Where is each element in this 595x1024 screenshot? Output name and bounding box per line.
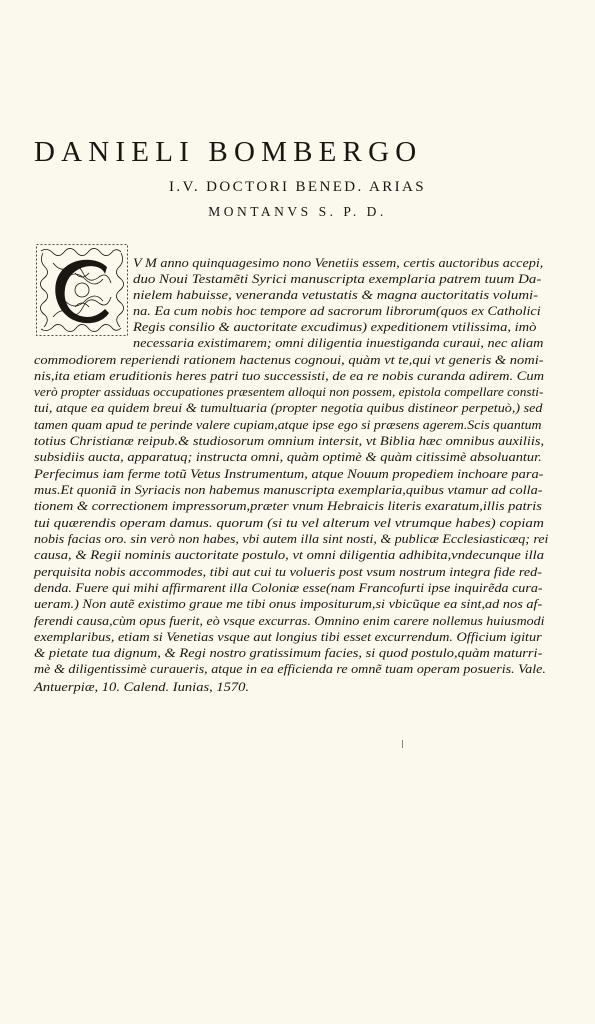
- letter-line: denda. Fuere qui mihi affirmarent illa Coloniæ esse(nam Francofurti ipse inquirẽda cura-: [34, 581, 543, 595]
- letter-line: totius Christianæ reipub.& studiosorum omnium intersit, vt Biblia hæc omnibus auxiliis,: [34, 434, 545, 448]
- letter-line: nielem habuisse, veneranda vetustatis & magna auctoritatis volumi-: [133, 288, 539, 302]
- letter-line: Antuerpiæ, 10. Calend. Iunias, 1570.: [34, 680, 250, 694]
- letter-line: commodiorem reperiendi rationem hactenus cognoui, quàm vt te,qui vt generis & nomi-: [34, 353, 544, 367]
- letter-line: mus.Et quoniã in Syriacis non habemus manuscripta exemplaria,quibus vtamur ad colla-: [34, 483, 543, 497]
- decorated-initial-c-icon: [35, 243, 129, 337]
- letter-line: duo Noui Testamẽti Syrici manuscripta exemplaria patrem tuum Da-: [133, 272, 542, 286]
- letter-line: exemplaribus, etiam si Venetias vsque aut longius tibi esset excurrendum. Officium igitur: [34, 630, 542, 644]
- letter-line: perquisita nobis accommodes, tibi aut cui tu volueris post vsum nostrum integra fide red-: [34, 565, 543, 579]
- dedication-heading: DANIELI BOMBERGO: [34, 136, 423, 168]
- dedication-salutation: MONTANVS S. P. D.: [208, 204, 387, 219]
- letter-line: verò propter assiduas occupationes præsentem alloqui non possem, epistola compellare consti-: [34, 385, 544, 399]
- letter-line: tui, atque ea quidem breui & tumultuaria (propter negotia quibus distineor perpetuò,) sed: [34, 401, 543, 415]
- letter-line: na. Ea cum nobis hoc tempore ad sacrorum librorum(quos ex Catholici: [133, 304, 541, 318]
- letter-line: tionem & correctionem impressorum,præter vnum Hebraicis literis exaratum,illis patris: [34, 499, 542, 513]
- letter-line: Perfecimus iam ferme totũ Vetus Instrumentum, atque Nouum propediem inchoare para-: [34, 467, 544, 481]
- letter-line: nis,ita etiam eruditionis heres patri tuo successisti, de ea re nobis curanda adirem. Cum: [34, 369, 545, 383]
- letter-line: tamen quam apud te perinde valere cupiam,atque ipse ego si præsens agerem.Scis quantum: [34, 418, 542, 432]
- letter-line: subsidiis aucta, apparatuq; instructa omni, quàm optimè & quàm citissimè absoluantur.: [34, 450, 542, 464]
- letter-line: ferendi causa,cùm opus fuerit, eò vsque excurras. Omnino enim carere nollemus huiusmodi: [34, 614, 545, 628]
- letter-line: tui quærendis operam damus. quorum (si tu vel alterum vel vtrumque habes) copiam: [34, 516, 544, 530]
- dedication-subheading: I.V. DOCTORI BENED. ARIAS: [169, 179, 426, 195]
- letter-line: necessaria existimarem; omni diligentia inuestiganda curaui, nec aliam: [133, 336, 544, 350]
- letter-line: mè & diligentissimè curaueris, atque in ea efficienda re omnẽ tuam operam posueris. Vale.: [34, 662, 546, 676]
- letter-line: Regis consilio & auctoritate excudimus) expeditionem vtilissima, imò: [133, 320, 537, 334]
- letter-line: causa, & Regii nominis auctoritate postulo, vt omni diligentia adhibita,vndecunque illa: [34, 548, 545, 562]
- letter-line: & pietate tua dignum, & Regi nostro gratissimum facies, si quod postulo,quàm maturri-: [34, 646, 543, 660]
- page-mark: [402, 740, 403, 748]
- letter-line: nobis facias oro. sin verò non habes, vbi autem illa sint nosti, & publicæ Ecclesiasticæq; rei: [34, 532, 549, 546]
- letter-line: ueram.) Non autẽ existimo graue me tibi onus impositurum,si vbicũque ea sint,ad nos af-: [34, 597, 543, 611]
- letter-line: V M anno quinquagesimo nono Venetiis essem, certis auctoribus accepi,: [133, 256, 544, 270]
